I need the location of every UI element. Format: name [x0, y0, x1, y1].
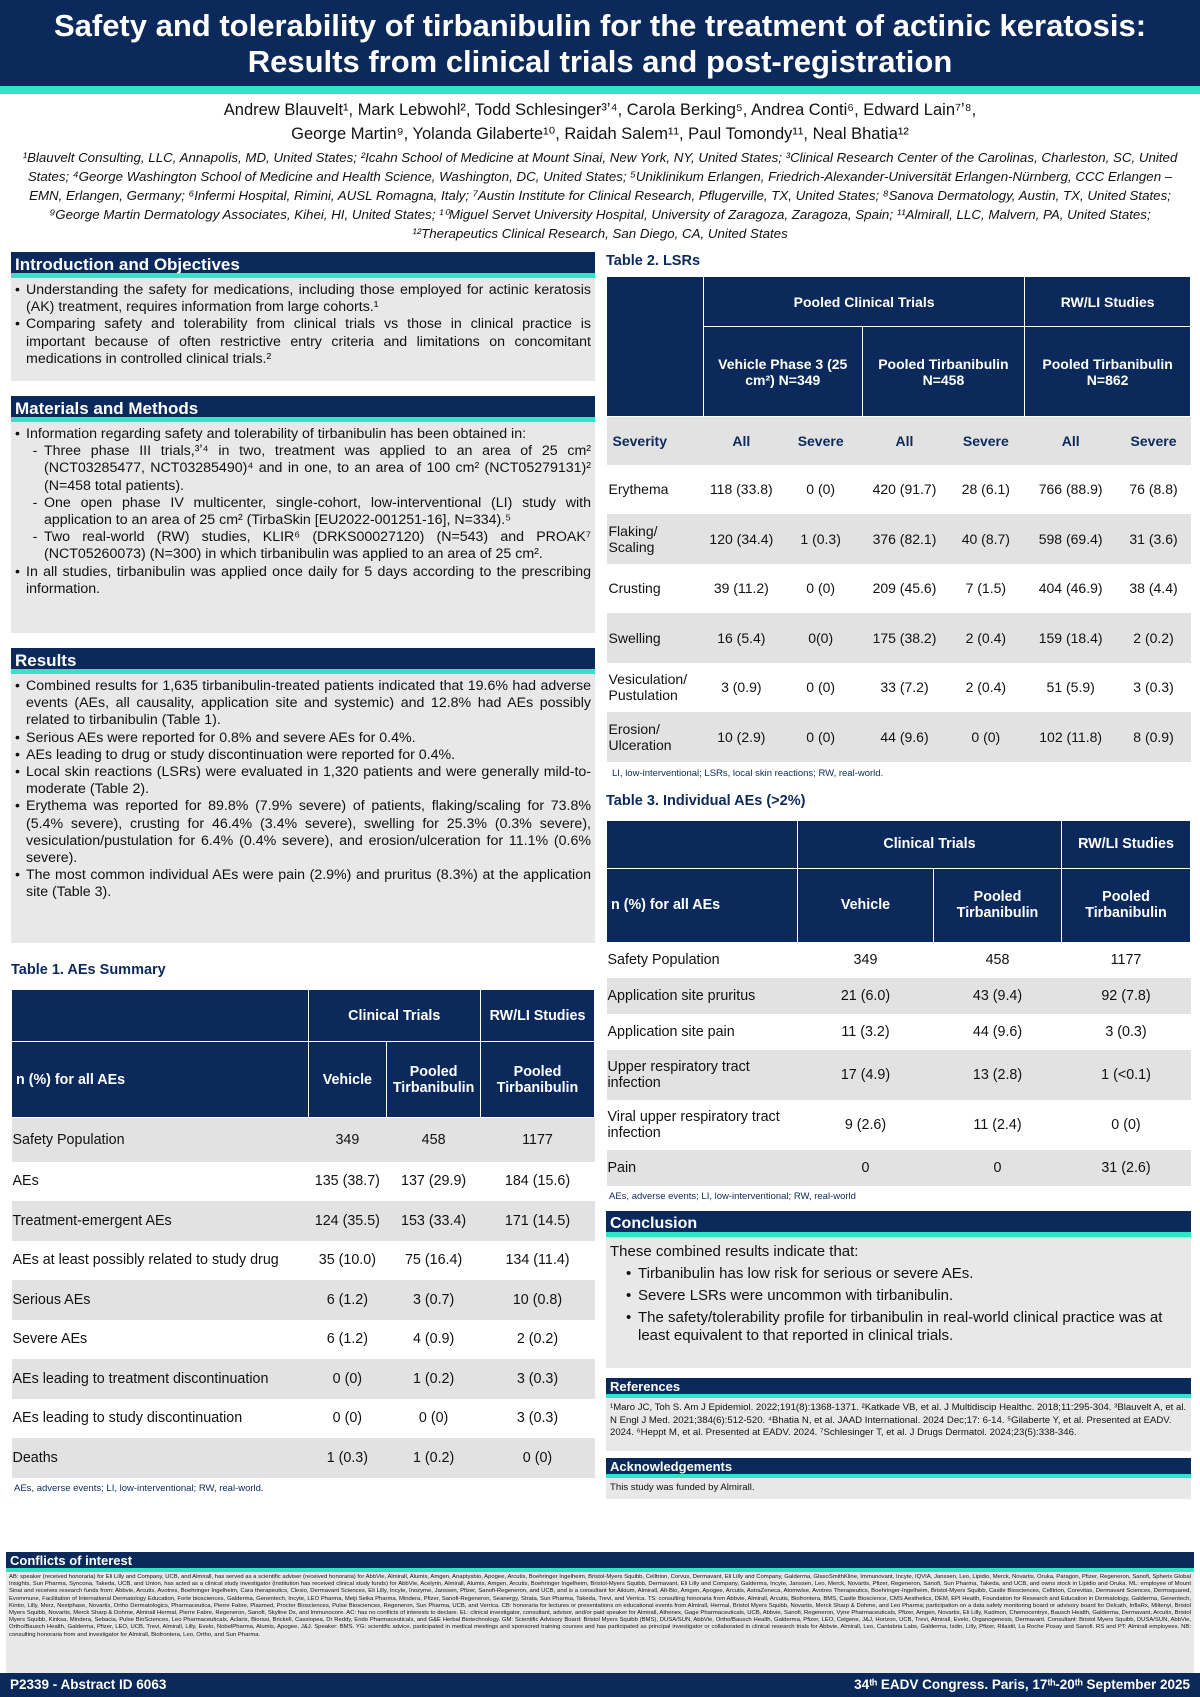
table-2-sub-severe: Severe — [1117, 417, 1191, 465]
authors-line-2: George Martin⁹, Yolanda Gilaberte¹⁰, Raidah Salem¹¹, Paul Tomondy¹¹, Neal Bhatia¹² — [291, 125, 909, 143]
table-cell: 3 (0.9) — [721, 679, 762, 696]
poster-footer — [0, 1673, 1200, 1697]
table-row-label: Vesiculation/ Pustulation — [608, 671, 688, 704]
table-cell: 92 (7.8) — [1062, 978, 1191, 1014]
table-cell: 1 (<0.1) — [1062, 1050, 1191, 1100]
table-cell: 766 (88.9) — [1038, 481, 1103, 498]
acknowledgements-body: This study was funded by Almirall. — [606, 1478, 1191, 1499]
table-1-corner — [12, 990, 309, 1042]
table-row — [607, 613, 1191, 663]
table-cell: 40 (8.7) — [947, 514, 1025, 564]
bullet-item: • Erythema was reported for 89.8% (7.9% severe) of patients, flaking/scaling for 73.8% (5.4% severe), crusting for 46.4% (3.4% severe), swelling for 25.3% (0.3% severe), vesiculation/pustulation for 6.4% (0.4% severe), and erosion/ulceration for 11.1% (0.6% severe). — [15, 798, 591, 867]
table-2-block — [606, 252, 1191, 780]
table-row-label: Application site pain — [607, 1024, 735, 1040]
table-3-corner — [607, 820, 798, 868]
table-cell: 0 (0) — [779, 712, 862, 762]
table-row-label: Viral upper respiratory tract infection — [607, 1109, 780, 1141]
table-cell: 10 (2.9) — [703, 712, 779, 762]
bullet-item: • Combined results for 1,635 tirbanibulin-treated patients indicated that 19.6% had adverse events (AEs, all causality, application site and systemic) and 12.8% had AEs possibly related to tirbanibulin (Table 1). — [15, 678, 591, 729]
table-1-header-pooled-rw: Pooled Tirbanibulin — [481, 1042, 595, 1118]
table-row-label: Application site pruritus — [607, 978, 798, 1014]
table-row-label: AEs leading to study discontinuation — [12, 1410, 243, 1427]
table-2-severity-label: Severity — [607, 417, 704, 465]
table-cell: 21 (6.0) — [797, 978, 933, 1014]
table-cell: 349 — [308, 1118, 387, 1162]
table-row-label: Safety Population — [607, 952, 720, 969]
table-cell: 7 (1.5) — [965, 580, 1007, 597]
table-cell: 1 (0.3) — [308, 1438, 387, 1478]
table-cell: 376 (82.1) — [862, 514, 947, 564]
table-row-label: Pain — [607, 1150, 798, 1186]
table-cell: 134 (11.4) — [505, 1252, 570, 1269]
table-2-sub-severe: Severe — [947, 417, 1025, 465]
table-3-title: Table 3. Individual AEs (>2%) — [606, 792, 806, 809]
table-3-header-vehicle: Vehicle — [797, 868, 933, 942]
table-1-header-pooled: Pooled Tirbanibulin — [387, 1042, 481, 1118]
table-cell: 0 (0) — [1111, 1117, 1141, 1133]
affiliations: ¹Blauvelt Consulting, LLC, Annapolis, MD, United States; ²Icahn School of Medicine at Mount Sinai, New York, NY, United States; ³Clinical Research Center of the Carolinas, Charleston, SC, United States; ⁴George Washington School of Medicine and Health Science, Washington, DC, United States; ⁵Uniklinikum Erlangen, Friedrich-Alexander-Universität Erlangen-Nürnberg, CCC Erlangen – EMN, Erlangen, Germany; ⁶Infermi Hospital, Rimini, AUSL Romagna, Italy; ⁷Austin Institute for Clinical Research, Pflugerville, TX, United States; ⁸Sanova Dermatology, Austin, TX, United States; ⁹George Martin Dermatology Associates, Kihei, HI, United States; ¹⁰Miguel Servet University Hospital, University of Zaragoza, Zaragoza, Spain; ¹¹Almirall, LLC, Malvern, PA, United States; ¹²Therapeutics Clinical Research, San Diego, CA, United States — [22, 150, 1178, 241]
title-line-1: Safety and tolerability of tirbanibulin for the treatment of actinic keratosis: — [53, 8, 1147, 43]
table-row-label: Severe AEs — [12, 1331, 88, 1348]
table-row — [607, 1150, 1191, 1186]
table-cell: 33 (7.2) — [880, 679, 929, 696]
table-row — [607, 1014, 1191, 1050]
table-2-header-pooled: Pooled Tirbanibulin N=458 — [862, 327, 1025, 417]
acknowledgements-section — [606, 1458, 1191, 1499]
table-cell: 137 (29.9) — [401, 1173, 467, 1190]
table-3-header-pooled: Pooled Tirbanibulin — [934, 868, 1062, 942]
table-cell: 17 (4.9) — [797, 1050, 933, 1100]
table-2-header-rw-li: RW/LI Studies — [1025, 277, 1191, 327]
table-1-row-header: n (%) for all AEs — [12, 1042, 309, 1118]
table-cell: 2 (0.4) — [947, 613, 1025, 663]
table-cell: 4 (0.9) — [412, 1331, 455, 1348]
table-cell: 2 (0.2) — [516, 1331, 559, 1348]
authors-line-1: Andrew Blauvelt¹, Mark Lebwohl², Todd Schlesinger³ʼ⁴, Carola Berking⁵, Andrea Conti⁶, Edward Lain⁷ʼ⁸, — [223, 101, 977, 119]
table-cell: 349 — [853, 952, 878, 969]
table-cell: 0 (0) — [806, 481, 836, 498]
table-cell: 135 (38.7) — [314, 1173, 380, 1190]
methods-section — [11, 396, 595, 633]
sub-bullet-item: - One open phase IV multicenter, single-cohort, low-interventional (LI) study with application to an area of 25 cm² (TirbaSkin [EU2022-001251-16], N=334).⁵ — [32, 494, 591, 529]
table-1 — [11, 989, 595, 1478]
table-cell: 11 (3.2) — [841, 1024, 890, 1040]
table-cell: 76 (8.8) — [1129, 481, 1178, 498]
author-list — [0, 98, 1200, 146]
methods-heading: Materials and Methods — [11, 396, 595, 422]
table-cell: 598 (69.4) — [1025, 514, 1117, 564]
table-row-label: Upper respiratory tract infection — [607, 1050, 798, 1100]
table-1-header-rw-li: RW/LI Studies — [481, 990, 595, 1042]
table-row — [12, 1280, 595, 1320]
methods-body — [11, 422, 595, 633]
table-cell: 171 (14.5) — [481, 1201, 595, 1241]
table-cell: 3 (0.3) — [1105, 1024, 1147, 1040]
results-section — [11, 648, 595, 943]
table-row — [12, 1399, 595, 1439]
table-cell: 458 — [985, 952, 1010, 969]
table-cell: 9 (2.6) — [844, 1117, 887, 1133]
abstract-id: P2339 - Abstract ID 6063 — [10, 1677, 167, 1692]
table-2-sub-severe: Severe — [779, 417, 862, 465]
table-cell: 28 (6.1) — [961, 481, 1010, 498]
title-line-2: Results from clinical trials and post-registration — [247, 44, 953, 79]
table-2-title: Table 2. LSRs — [606, 253, 701, 269]
table-cell: 458 — [387, 1118, 481, 1162]
left-column — [11, 252, 595, 1495]
table-3-footnote: AEs, adverse events; LI, low-interventional; RW, real-world — [609, 1191, 856, 1202]
bullet-item: • AEs leading to drug or study discontinuation were reported for 0.4%. — [15, 746, 456, 763]
table-row-label: AEs at least possibly related to study drug — [12, 1252, 279, 1269]
references-section — [606, 1378, 1191, 1451]
table-2-header-pooled-rw: Pooled Tirbanibulin N=862 — [1025, 327, 1191, 417]
table-cell: 1177 — [1110, 952, 1142, 969]
table-2-header-pooled-ct: Pooled Clinical Trials — [703, 277, 1024, 327]
table-1-block — [11, 961, 595, 1495]
table-cell: 159 (18.4) — [1025, 613, 1117, 663]
table-2-footnote: LI, low-interventional; LSRs, local skin reactions; RW, real-world. — [612, 767, 884, 779]
table-row-label: Deaths — [12, 1438, 309, 1478]
bullet-item: • Understanding the safety for medications, including those employed for actinic keratosis (AK) treatment, requires information from large cohorts.¹ — [15, 282, 591, 316]
table-cell: 16 (5.4) — [703, 613, 779, 663]
table-row-label: AEs leading to treatment discontinuation — [12, 1359, 309, 1399]
table-cell: 1 (0.3) — [779, 514, 862, 564]
conflicts-section — [6, 1552, 1194, 1684]
results-heading: Results — [11, 648, 595, 674]
table-row — [12, 1241, 595, 1281]
table-cell: 35 (10.0) — [318, 1252, 376, 1269]
poster-header — [0, 0, 1200, 86]
table-cell: 2 (0.2) — [1117, 613, 1191, 663]
sub-bullet-item: - Two real-world (RW) studies, KLIR⁶ (DRKS00027120) (N=543) and PROAK⁷ (NCT05260073) (N=300) in which tirbanibulin was applied to an area of 25 cm². — [32, 529, 591, 563]
table-row-label: Swelling — [607, 613, 704, 663]
table-cell: 31 (2.6) — [1062, 1150, 1191, 1186]
table-row — [607, 942, 1191, 978]
table-row — [607, 465, 1191, 515]
table-cell: 1 (0.2) — [387, 1359, 481, 1399]
table-cell: 209 (45.6) — [872, 580, 937, 597]
table-3-block — [606, 792, 1191, 1204]
table-cell: 102 (11.8) — [1025, 712, 1117, 762]
table-row — [607, 514, 1191, 564]
table-row-label: Safety Population — [12, 1118, 309, 1162]
bullet-item: • Severe LSRs were uncommon with tirbanibulin. — [626, 1287, 954, 1304]
table-2-corner — [607, 277, 704, 417]
table-3-header-pooled-rw: Pooled Tirbanibulin — [1062, 868, 1191, 942]
conclusion-lead: These combined results indicate that: — [610, 1243, 859, 1260]
table-row — [607, 1100, 1191, 1150]
table-cell: 0(0) — [779, 613, 862, 663]
table-2 — [606, 276, 1191, 762]
table-2-sub-all: All — [862, 417, 947, 465]
table-cell: 11 (2.4) — [973, 1117, 1022, 1133]
table-cell: 0 (0) — [418, 1410, 449, 1427]
table-row-label: Serious AEs — [12, 1280, 309, 1320]
table-cell: 13 (2.8) — [934, 1050, 1062, 1100]
table-cell: 124 (35.5) — [308, 1201, 387, 1241]
references-body: ¹Maro JC, Toh S. Am J Epidemiol. 2022;191(8):1368-1371. ²Katkade VB, et al. J Multidiscip Healthc. 2018;11:295-304. ³Blauvelt A, et al. N Engl J Med. 2021;384(6):512-520. ⁴Bhatia N, et al. JAAD International. 2024 Dec;17: 6-14. ⁵Gilaberte Y, et al. Presented at EADV. 2024. ⁶Heppt M, et al. Presented at EADV. 2024. ⁷Schlesinger T, et al. J Drugs Dermatol. 2024;23(5):338-346. — [606, 1398, 1191, 1451]
table-cell: 0 — [934, 1150, 1062, 1186]
conclusion-heading: Conclusion — [606, 1211, 1191, 1237]
conclusion-section — [606, 1211, 1191, 1368]
intro-heading: Introduction and Objectives — [11, 252, 595, 278]
table-row — [607, 1050, 1191, 1100]
bullet-item: • Comparing safety and tolerability from clinical trials vs those in clinical practice is important because of often restrictive entry criteria and limitations on concomitant medications in controlled clinical trials.² — [15, 316, 591, 367]
intro-section — [11, 252, 595, 381]
bullet-item: • Tirbanibulin has low risk for serious or severe AEs. — [626, 1265, 974, 1282]
table-cell: 3 (0.3) — [481, 1359, 595, 1399]
table-2-sub-all: All — [703, 417, 779, 465]
table-cell: 153 (33.4) — [387, 1201, 481, 1241]
table-cell: 0 (0) — [806, 679, 836, 696]
table-row — [12, 1162, 595, 1202]
table-cell: 1 (0.2) — [387, 1438, 481, 1478]
bullet-item: • In all studies, tirbanibulin was applied once daily for 5 days according to the prescribing information. — [15, 563, 591, 597]
table-cell: 0 (0) — [332, 1410, 363, 1427]
table-cell: 1177 — [481, 1118, 595, 1162]
table-cell: 118 (33.8) — [709, 481, 773, 498]
table-1-title: Table 1. AEs Summary — [11, 962, 166, 978]
table-3-row-header: n (%) for all AEs — [607, 868, 798, 942]
table-row-label: AEs — [12, 1173, 39, 1190]
table-row — [12, 1320, 595, 1360]
table-3 — [606, 820, 1191, 1187]
table-cell: 0 — [797, 1150, 933, 1186]
table-row — [607, 712, 1191, 762]
intro-body — [11, 278, 595, 381]
table-cell: 8 (0.9) — [1117, 712, 1191, 762]
table-cell: 51 (5.9) — [1046, 679, 1095, 696]
congress-info: 34ᵗʰ EADV Congress. Paris, 17ᵗʰ-20ᵗʰ September 2025 — [854, 1677, 1190, 1692]
table-cell: 120 (34.4) — [703, 514, 779, 564]
results-body — [11, 674, 595, 943]
table-cell: 3 (0.7) — [387, 1280, 481, 1320]
references-heading: References — [606, 1378, 1191, 1398]
table-row-label: Flaking/ Scaling — [607, 514, 704, 564]
table-1-header-clinical-trials: Clinical Trials — [308, 990, 480, 1042]
table-row-label: Erythema — [608, 481, 669, 498]
table-1-header-vehicle: Vehicle — [308, 1042, 387, 1118]
table-cell: 38 (4.4) — [1129, 580, 1178, 597]
table-cell: 43 (9.4) — [934, 978, 1062, 1014]
bullet-item: • Local skin reactions (LSRs) were evaluated in 1,320 patients and were generally mild-to-moderate (Table 2). — [15, 764, 591, 798]
table-cell: 75 (16.4) — [404, 1252, 463, 1269]
conflicts-body: AB: speaker (received honoraria) for Eli Lilly and Company, UCB, and Almirall, has served as a scientific adviser (received honoraria) for AbbVie, Almirall, Alumis, Amgen, Anaptysbio, Apogee, Arcutis, Boehringer Ingelheim, Bristol-Myers Squibb, Celltrion, Corvus, Dermavant, Eli Lilly and Company, Galderma, GlaxoSmithKline, Immunovant, Incyte, IQVIA, Janssen, Leo, Lipidio, Merck, Novartis, Oruka, Paragon, Pfizer, Regeneron, Sanofi, Spherix Global Insights, Sun Pharma, Syncona, Takeda, UCB, and Union, has acted as a clinical study investigator (institution has received clinical study funds) for AbbVie, Acelyrin, Almirall, Alumis, Amgen, Arcutis, Boehringer Ingelheim, Bristol-Myers Squibb, Dermavant, Eli Lilly and Company, Galderma, Incyte, Janssen, Leo, Merck, Novartis, Pfizer, Regeneron, Sanofi, Sun Pharma, Takeda, and UCB, and owns stock in Lipidio and Oruka. ML: employee of Mount Sinai and receives research funds from: Abbvie, Arcutis, Avotres, Boehringer Ingelheim, Cara therapeutics, Clexio, Dermavant Sciences, Eli Lilly, Incyte, Inozyme, Janssen, Pfizer, Sanofi-Regeneron, and UCB, and is a consultant for Aikium, Almirall, Alt-Bio, Amgen, Apogee, Arcutis, AstraZeneca, Atomwise, Avotres Therapeutics, Boehringer-Ingelheim, Bristol-Myers Squibb, Castle Biosciences, Celltrion, Corevitas, Dermavant Sciences, Dermsquared, Evommune, Facilitation of International Dermatology Education, Forte biosciences, Galderma, Genentech, Incyte, LEO Pharma, Meiji Seika Pharma, Mindera, Pfizer, Sanofi-Regeneron, Seanergy, Strata, Sun Pharma, Takeda, Trevi, and Verrica. TS: consulting honoraria from Abbvie, Almirall, Arcutis, Biofrontera, BMS, Castle Bioscience, CMS Aesthetics, DEM, EPI Health, Foundation for Research and Education in Dermatology, Galderma, Genentech, Kintor, Lilly, Merz, Nextphase, Novartis, Ortho Dermatologics, Pharmaceutica, Pierre Fabre, Plasmed, Procter Biosciences, Pulse Biosciences, Regeneron, Sun Pharma, UCB, and Verrica. CB: honoraria for lectures or presentations on educational events from Almirall, Hermal, Bristol Myers Squibb, Novartis, Merck Sharp & Dohme, and Leo Pharma; participation on a data safety monitoring board or advisory board for Delcath, InflaRx, Miltenyi, Bristol Myers Squibb, Novartis, Merck Sharp & Dohme, Almirall Hermal, Pierre Fabre, Regeneron, Sanofi, Skyline Dx, and Immunocore. AC: has no conflicts of interests to declare. EL: clinical investigator, consultant, advisor, and/or paid speaker for Almirall, Athenex, Gage Pharmaceuticals, UCB, Abbvie, Sanofi, Regeneron, Vyne Pharmaceuticals, Pfizer, Amgen, Novartis, Eli Lilly, Kadmon, Chemocentryx, Bausch Health, Galderma, Dermavant, Arcutis, Bristol Myers Squibb, Kinksa, Mindera, Sebacia, Pulse BioSciences, Leo Pharmaceuticals, Aclaris, Biorasi, Brickell, Cassiopea, Dr Reddy, Endo Pharmaceuticals, and G&E Herbal Biotechnology. GM: Scientific Advisory Board: Bristol Myers Squibb (BMS), DUSA/SUN, AbbVie, Ortho/Bausch Health, Galderma, Pfizer, LEO, Celgene, J&J, Horizon, UCB, Trevi, Almirall, Evelo, Organogenesis, Dermavant. Consultant: Bristol Myers Squibb, DUSA/SUN, AbbVie, Ortho/Bausch Health, Galderma, Pfizer, LEO, UCB, Trevi, Almirall, Lilly, Evelo, NobelPharma, Alumis, Apogee, J&J. Speaker: BMS. YG: scientific advice, participated in medical meetings and sponsored training courses and has participated as principal investigator or collaborated in clinical research trials for Abbvie, Almirall, Leo, Cantabria Labs, Galderma, Isdin, Lilly, Pfizer, Rilastil, La Roche Posay and Sanofi. RS and PT: Almirall employees. NB: consulting honoraria from and investigator for Almirall, Biofrontera, Leo, Ortho, and Sun Pharma. — [6, 1572, 1194, 1684]
table-cell: 0 (0) — [481, 1438, 595, 1478]
table-row-label: Crusting — [608, 580, 661, 597]
table-2-sub-all: All — [1025, 417, 1117, 465]
table-cell: 39 (11.2) — [713, 580, 769, 597]
table-row-label: Erosion/ Ulceration — [607, 712, 704, 762]
table-1-footnote: AEs, adverse events; LI, low-interventional; RW, real-world. — [14, 1482, 264, 1494]
table-row — [12, 1201, 595, 1241]
table-cell: 184 (15.6) — [504, 1173, 571, 1190]
table-cell: 10 (0.8) — [481, 1280, 595, 1320]
conflicts-heading: Conflicts of interest — [6, 1552, 1194, 1572]
table-cell: 6 (1.2) — [308, 1280, 387, 1320]
bullet-item: • Serious AEs were reported for 0.8% and severe AEs for 0.4%. — [15, 729, 416, 746]
table-cell: 3 (0.3) — [1133, 679, 1174, 696]
table-cell: 44 (9.6) — [972, 1024, 1023, 1040]
table-row — [12, 1118, 595, 1162]
table-cell: 6 (1.2) — [326, 1331, 369, 1348]
table-row — [12, 1359, 595, 1399]
bullet-item: • Information regarding safety and tolerability of tirbanibulin has been obtained in: — [15, 426, 527, 442]
table-cell: 31 (3.6) — [1117, 514, 1191, 564]
acknowledgements-heading: Acknowledgements — [606, 1458, 1191, 1478]
table-cell: 3 (0.3) — [516, 1410, 559, 1427]
table-row — [607, 663, 1191, 713]
sub-bullet-item: - Three phase III trials,³ʼ⁴ in two, treatment was applied to an area of 25 cm² (NCT03285477, NCT03285490)⁴ and in one, to an area of 100 cm² (NCT05279131)² (N=458 total patients). — [32, 443, 591, 494]
table-3-header-rw-li: RW/LI Studies — [1062, 820, 1191, 868]
table-3-header-clinical-trials: Clinical Trials — [797, 820, 1061, 868]
table-cell: 0 (0) — [308, 1359, 387, 1399]
table-2-header-vehicle: Vehicle Phase 3 (25 cm²) N=349 — [703, 327, 862, 417]
header-accent-bar — [0, 86, 1200, 94]
conclusion-body — [606, 1237, 1191, 1368]
table-row — [607, 564, 1191, 614]
table-row-label: Treatment-emergent AEs — [12, 1201, 309, 1241]
poster-title — [0, 0, 1200, 80]
bullet-item: • The most common individual AEs were pain (2.9%) and pruritus (8.3%) at the application site (Table 3). — [15, 867, 591, 901]
table-cell: 0 (0) — [947, 712, 1025, 762]
bullet-item: • The safety/tolerability profile for tirbanibulin in real-world clinical practice was at least equivalent to that reported in clinical trials. — [626, 1309, 1163, 1344]
table-cell: 2 (0.4) — [965, 679, 1007, 696]
table-row — [12, 1438, 595, 1478]
table-cell: 404 (46.9) — [1038, 580, 1103, 597]
right-column — [606, 252, 1191, 1499]
table-row — [607, 978, 1191, 1014]
table-cell: 0 (0) — [806, 580, 836, 597]
table-cell: 175 (38.2) — [862, 613, 947, 663]
table-cell: 44 (9.6) — [862, 712, 947, 762]
table-cell: 420 (91.7) — [872, 481, 937, 498]
